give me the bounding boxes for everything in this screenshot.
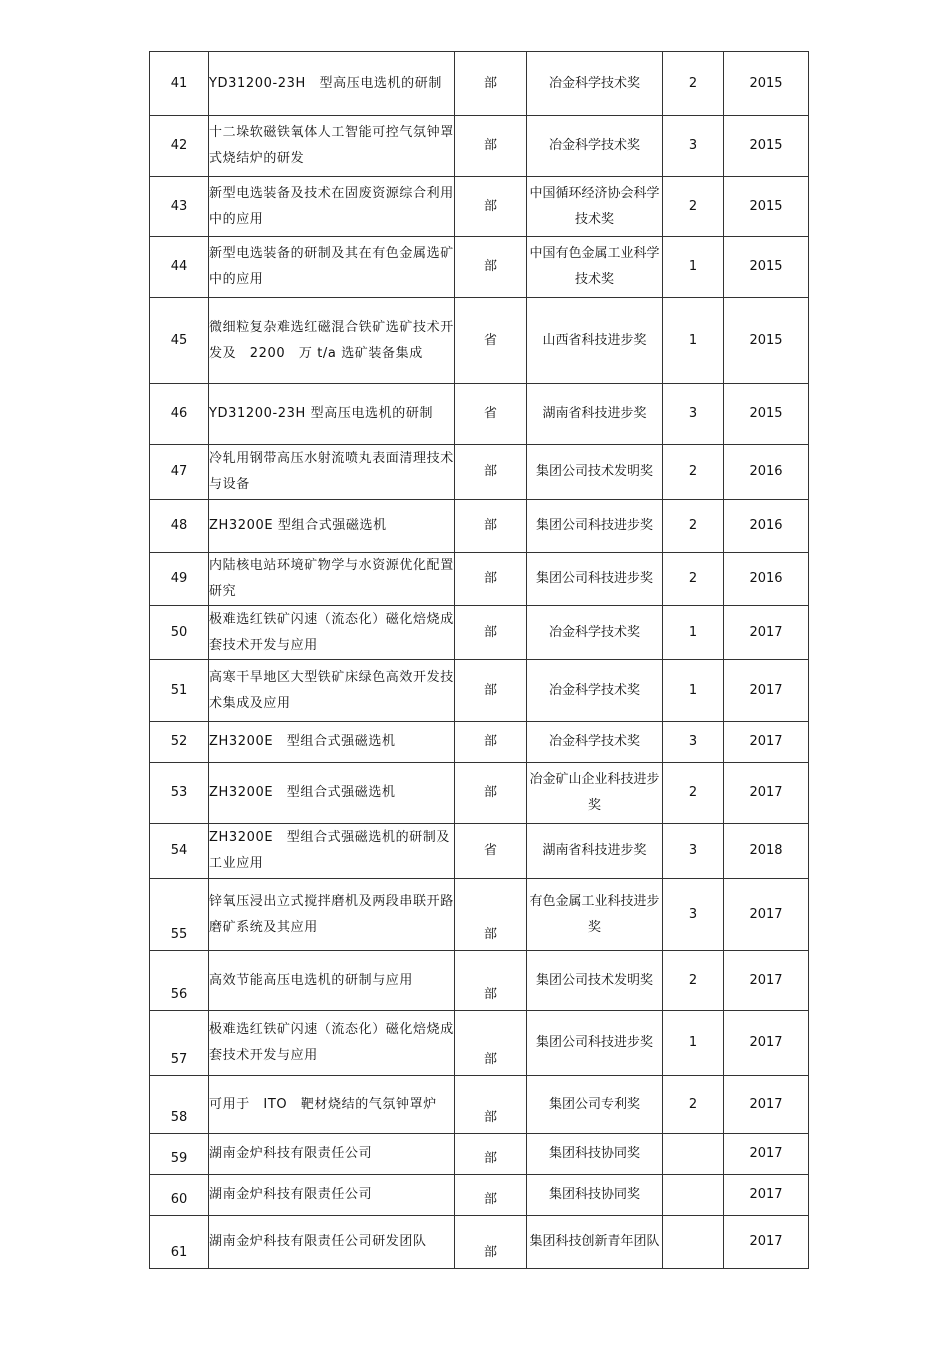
award-year: 2016 — [724, 553, 809, 606]
project-name: 极难选红铁矿闪速（流态化）磁化焙烧成套技术开发与应用 — [209, 606, 455, 660]
award-year: 2015 — [724, 116, 809, 177]
table-row — [150, 1216, 809, 1269]
table-row — [150, 606, 809, 660]
award-name: 湖南省科技进步奖 — [527, 384, 663, 445]
table-row — [150, 1011, 809, 1076]
award-rank — [663, 1175, 724, 1216]
award-name: 中国有色金属工业科学技术奖 — [527, 237, 663, 298]
award-level: 部 — [455, 763, 527, 824]
award-level: 部 — [455, 660, 527, 722]
row-number: 61 — [150, 1216, 209, 1269]
award-name: 有色金属工业科技进步奖 — [527, 879, 663, 951]
award-year: 2017 — [724, 722, 809, 763]
award-name: 冶金科学技术奖 — [527, 660, 663, 722]
project-name: 冷轧用钢带高压水射流喷丸表面清理技术与设备 — [209, 445, 455, 500]
award-year: 2017 — [724, 660, 809, 722]
row-number: 47 — [150, 445, 209, 500]
award-name: 中国循环经济协会科学技术奖 — [527, 177, 663, 237]
award-level: 部 — [455, 1175, 527, 1216]
row-number: 43 — [150, 177, 209, 237]
award-name: 冶金科学技术奖 — [527, 606, 663, 660]
award-level: 部 — [455, 606, 527, 660]
row-number: 58 — [150, 1076, 209, 1134]
row-number: 59 — [150, 1134, 209, 1175]
project-name: 高寒干旱地区大型铁矿床绿色高效开发技术集成及应用 — [209, 660, 455, 722]
award-name: 集团公司专利奖 — [527, 1076, 663, 1134]
table-row — [150, 500, 809, 553]
award-name: 冶金矿山企业科技进步奖 — [527, 763, 663, 824]
award-level: 部 — [455, 445, 527, 500]
row-number: 45 — [150, 298, 209, 384]
row-number: 57 — [150, 1011, 209, 1076]
table-row — [150, 660, 809, 722]
table-row — [150, 879, 809, 951]
award-name: 集团公司科技进步奖 — [527, 553, 663, 606]
award-rank: 1 — [663, 237, 724, 298]
award-rank: 3 — [663, 824, 724, 879]
award-rank: 1 — [663, 1011, 724, 1076]
row-number: 48 — [150, 500, 209, 553]
award-year: 2017 — [724, 1216, 809, 1269]
project-name: 可用于 ITO 靶材烧结的气氛钟罩炉 — [209, 1076, 455, 1134]
award-year: 2017 — [724, 606, 809, 660]
table-row — [150, 824, 809, 879]
award-level: 部 — [455, 1011, 527, 1076]
table-row — [150, 553, 809, 606]
award-year: 2015 — [724, 237, 809, 298]
row-number: 49 — [150, 553, 209, 606]
table-row — [150, 722, 809, 763]
table-row — [150, 951, 809, 1011]
award-rank — [663, 1134, 724, 1175]
award-level: 部 — [455, 1134, 527, 1175]
project-name: 湖南金炉科技有限责任公司 — [209, 1175, 455, 1216]
table-row — [150, 52, 809, 116]
award-year: 2017 — [724, 879, 809, 951]
table-row — [150, 298, 809, 384]
award-rank: 2 — [663, 500, 724, 553]
award-level: 省 — [455, 384, 527, 445]
award-year: 2017 — [724, 951, 809, 1011]
award-year: 2017 — [724, 1076, 809, 1134]
award-level: 部 — [455, 177, 527, 237]
award-rank: 2 — [663, 951, 724, 1011]
award-year: 2015 — [724, 177, 809, 237]
award-level: 部 — [455, 1216, 527, 1269]
table-row — [150, 445, 809, 500]
table-row — [150, 763, 809, 824]
award-level: 部 — [455, 500, 527, 553]
project-name: ZH3200E 型组合式强磁选机 — [209, 500, 455, 553]
table-row — [150, 237, 809, 298]
award-rank — [663, 1216, 724, 1269]
award-name: 集团公司科技进步奖 — [527, 500, 663, 553]
award-rank: 3 — [663, 879, 724, 951]
award-rank: 1 — [663, 298, 724, 384]
award-level: 部 — [455, 1076, 527, 1134]
award-name: 冶金科学技术奖 — [527, 52, 663, 116]
award-level: 部 — [455, 52, 527, 116]
award-year: 2017 — [724, 1175, 809, 1216]
project-name: 湖南金炉科技有限责任公司研发团队 — [209, 1216, 455, 1269]
award-name: 山西省科技进步奖 — [527, 298, 663, 384]
row-number: 54 — [150, 824, 209, 879]
project-name: 湖南金炉科技有限责任公司 — [209, 1134, 455, 1175]
award-year: 2015 — [724, 298, 809, 384]
row-number: 60 — [150, 1175, 209, 1216]
row-number: 51 — [150, 660, 209, 722]
project-name: ZH3200E 型组合式强磁选机的研制及工业应用 — [209, 824, 455, 879]
row-number: 56 — [150, 951, 209, 1011]
row-number: 55 — [150, 879, 209, 951]
project-name: 微细粒复杂难选红磁混合铁矿选矿技术开发及 2200 万 t/a 选矿装备集成 — [209, 298, 455, 384]
award-rank: 2 — [663, 52, 724, 116]
project-name: YD31200-23H 型高压电选机的研制 — [209, 384, 455, 445]
award-level: 部 — [455, 116, 527, 177]
project-name: YD31200-23H 型高压电选机的研制 — [209, 52, 455, 116]
project-name: 高效节能高压电选机的研制与应用 — [209, 951, 455, 1011]
award-year: 2016 — [724, 500, 809, 553]
row-number: 52 — [150, 722, 209, 763]
award-year: 2017 — [724, 1134, 809, 1175]
award-year: 2017 — [724, 763, 809, 824]
row-number: 42 — [150, 116, 209, 177]
award-name: 湖南省科技进步奖 — [527, 824, 663, 879]
table-row — [150, 1134, 809, 1175]
award-rank: 3 — [663, 722, 724, 763]
project-name: ZH3200E 型组合式强磁选机 — [209, 722, 455, 763]
award-rank: 1 — [663, 606, 724, 660]
row-number: 41 — [150, 52, 209, 116]
award-level: 部 — [455, 951, 527, 1011]
table-row — [150, 177, 809, 237]
project-name: 十二垛软磁铁氧体人工智能可控气氛钟罩式烧结炉的研发 — [209, 116, 455, 177]
award-name: 集团科技协同奖 — [527, 1134, 663, 1175]
award-name: 集团公司技术发明奖 — [527, 951, 663, 1011]
table-row — [150, 1175, 809, 1216]
award-rank: 2 — [663, 1076, 724, 1134]
table-row — [150, 384, 809, 445]
project-name: 内陆核电站环境矿物学与水资源优化配置研究 — [209, 553, 455, 606]
award-name: 集团公司技术发明奖 — [527, 445, 663, 500]
award-level: 部 — [455, 237, 527, 298]
award-rank: 3 — [663, 384, 724, 445]
table-row — [150, 116, 809, 177]
award-rank: 2 — [663, 553, 724, 606]
row-number: 46 — [150, 384, 209, 445]
award-rank: 2 — [663, 177, 724, 237]
award-level: 部 — [455, 879, 527, 951]
project-name: 锌氧压浸出立式搅拌磨机及两段串联开路磨矿系统及其应用 — [209, 879, 455, 951]
award-level: 部 — [455, 722, 527, 763]
project-name: ZH3200E 型组合式强磁选机 — [209, 763, 455, 824]
project-name: 新型电选装备的研制及其在有色金属选矿中的应用 — [209, 237, 455, 298]
award-year: 2017 — [724, 1011, 809, 1076]
award-level: 部 — [455, 553, 527, 606]
award-name: 冶金科学技术奖 — [527, 116, 663, 177]
row-number: 50 — [150, 606, 209, 660]
award-name: 集团科技创新青年团队 — [527, 1216, 663, 1269]
award-rank: 1 — [663, 660, 724, 722]
award-year: 2018 — [724, 824, 809, 879]
award-year: 2015 — [724, 384, 809, 445]
award-year: 2016 — [724, 445, 809, 500]
table-row — [150, 1076, 809, 1134]
award-rank: 3 — [663, 116, 724, 177]
award-name: 冶金科学技术奖 — [527, 722, 663, 763]
row-number: 44 — [150, 237, 209, 298]
awards-table — [149, 51, 809, 1269]
project-name: 极难选红铁矿闪速（流态化）磁化焙烧成套技术开发与应用 — [209, 1011, 455, 1076]
award-name: 集团科技协同奖 — [527, 1175, 663, 1216]
award-rank: 2 — [663, 445, 724, 500]
award-rank: 2 — [663, 763, 724, 824]
project-name: 新型电选装备及技术在固废资源综合利用中的应用 — [209, 177, 455, 237]
award-level: 省 — [455, 298, 527, 384]
row-number: 53 — [150, 763, 209, 824]
award-year: 2015 — [724, 52, 809, 116]
award-level: 省 — [455, 824, 527, 879]
award-name: 集团公司科技进步奖 — [527, 1011, 663, 1076]
